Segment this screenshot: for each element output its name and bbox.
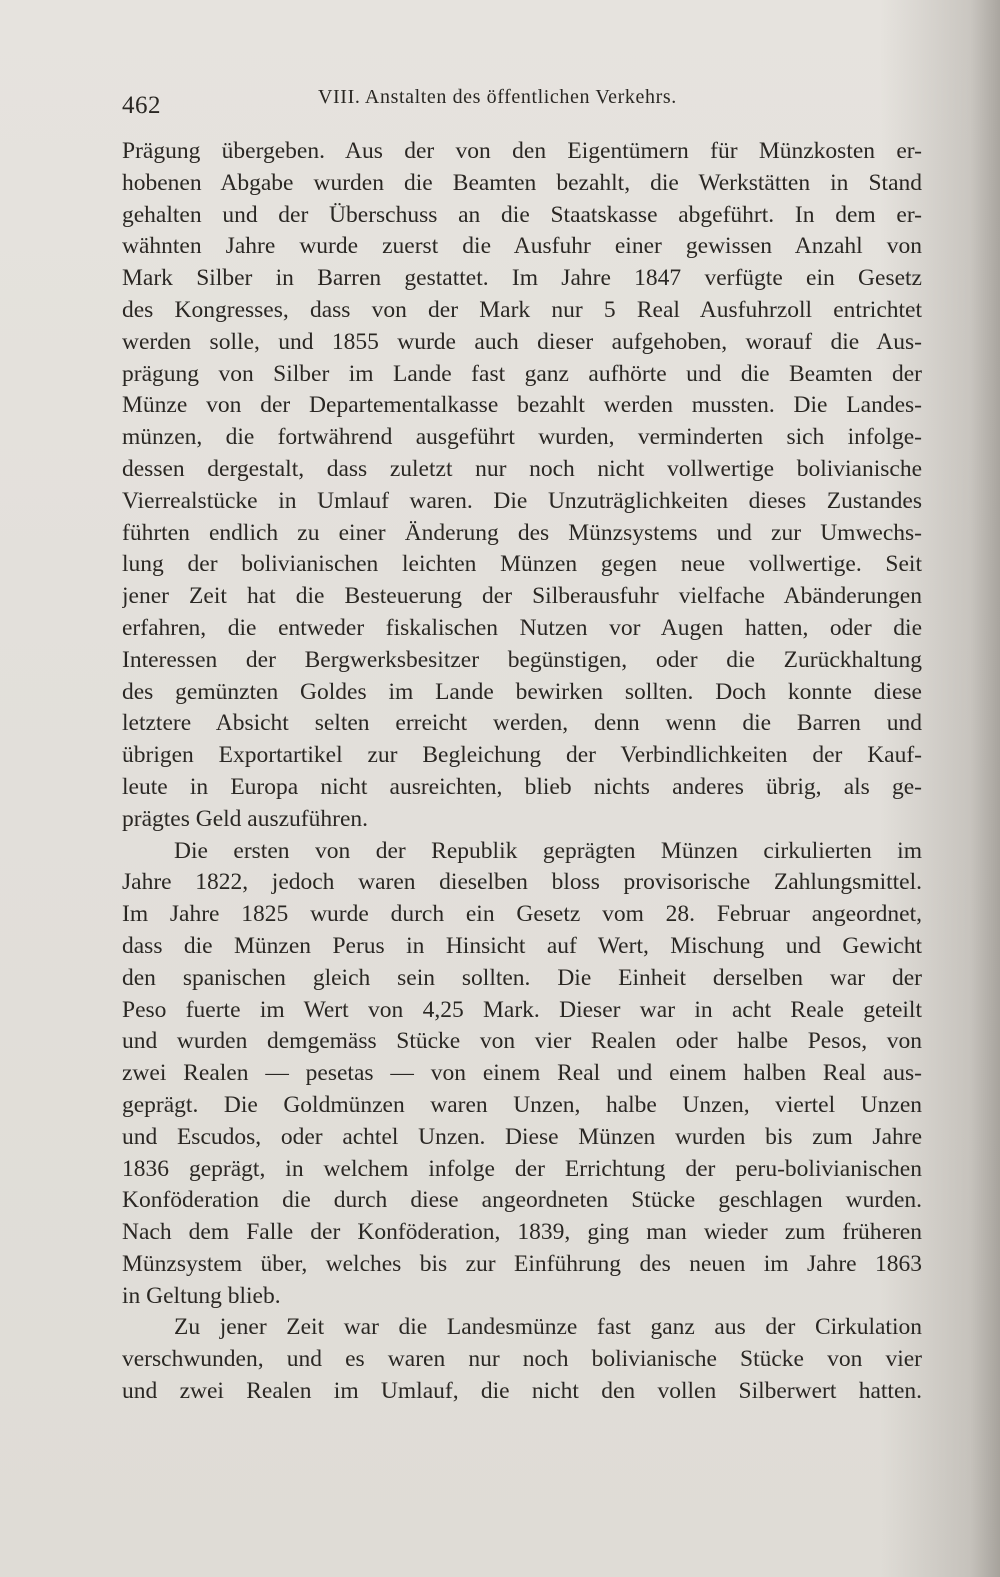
text-line: Die ersten von der Republik geprägten Münzen cirkulierten im	[174, 837, 922, 864]
page-number: 462	[122, 92, 161, 119]
text-line: Im Jahre 1825 wurde durch ein Gesetz vom 28. Februar angeordnet,	[122, 901, 922, 928]
text-line: leute in Europa nicht ausreichten, blieb nichts anderes übrig, als ge-	[122, 773, 922, 800]
text-line: Peso fuerte im Wert von 4,25 Mark. Dieser war in acht Reale geteilt	[122, 996, 922, 1023]
text-line: und Escudos, oder achtel Unzen. Diese Münzen wurden bis zum Jahre	[122, 1123, 922, 1150]
body-text	[122, 136, 922, 1408]
paragraph-2	[122, 836, 922, 1313]
text-line: und wurden demgemäss Stücke von vier Realen oder halbe Pesos, von	[122, 1028, 922, 1055]
text-line: lung der bolivianischen leichten Münzen gegen neue vollwertige. Seit	[122, 551, 922, 578]
text-line: prägtes Geld auszuführen.	[122, 805, 369, 832]
text-line: wähnten Jahre wurde zuerst die Ausfuhr einer gewissen Anzahl von	[122, 233, 922, 260]
text-line: erfahren, die entweder fiskalischen Nutzen vor Augen hatten, oder die	[122, 614, 922, 641]
running-head: VIII. Anstalten des öffentlichen Verkehrs.	[318, 86, 677, 108]
text-line: letztere Absicht selten erreicht werden, denn wenn die Barren und	[122, 710, 922, 737]
text-line: des gemünzten Goldes im Lande bewirken sollten. Doch konnte diese	[122, 678, 922, 705]
text-line: werden solle, und 1855 wurde auch dieser aufgehoben, worauf die Aus-	[122, 328, 922, 355]
text-line: Interessen der Bergwerksbesitzer begünstigen, oder die Zurückhaltung	[122, 646, 922, 673]
text-line: Münze von der Departementalkasse bezahlt werden mussten. Die Landes-	[122, 392, 922, 419]
text-line: Vierrealstücke in Umlauf waren. Die Unzuträglichkeiten dieses Zustandes	[122, 487, 922, 514]
paragraph-1	[122, 136, 922, 836]
text-line: Mark Silber in Barren gestattet. Im Jahre 1847 verfügte ein Gesetz	[122, 265, 922, 292]
page-header	[122, 84, 922, 124]
text-line: 1836 geprägt, in welchem infolge der Errichtung der peru-bolivianischen	[122, 1155, 922, 1182]
text-line: Zu jener Zeit war die Landesmünze fast ganz aus der Cirkulation	[174, 1314, 922, 1341]
text-line: verschwunden, und es waren nur noch bolivianische Stücke von vier	[122, 1346, 922, 1373]
text-line: dass die Münzen Perus in Hinsicht auf Wert, Mischung und Gewicht	[122, 932, 922, 959]
text-line: geprägt. Die Goldmünzen waren Unzen, halbe Unzen, viertel Unzen	[122, 1091, 922, 1118]
text-line: jener Zeit hat die Besteuerung der Silberausfuhr vielfache Abänderungen	[122, 583, 922, 610]
text-line: münzen, die fortwährend ausgeführt wurden, verminderten sich infolge-	[122, 424, 922, 451]
text-line: Jahre 1822, jedoch waren dieselben bloss provisorische Zahlungsmittel.	[122, 869, 922, 896]
paragraph-3	[122, 1312, 922, 1407]
text-line: Prägung übergeben. Aus der von den Eigentümern für Münzkosten er-	[122, 138, 922, 164]
text-line: dessen dergestalt, dass zuletzt nur noch nicht vollwertige bolivianische	[122, 455, 922, 482]
text-line: prägung von Silber im Lande fast ganz aufhörte und die Beamten der	[122, 360, 922, 387]
text-line: und zwei Realen im Umlauf, die nicht den vollen Silberwert hatten.	[122, 1378, 922, 1405]
text-line: Münzsystem über, welches bis zur Einführung des neuen im Jahre 1863	[122, 1250, 922, 1277]
text-line: Nach dem Falle der Konföderation, 1839, ging man wieder zum früheren	[122, 1219, 922, 1246]
text-line: Konföderation die durch diese angeordneten Stücke geschlagen wurden.	[122, 1187, 922, 1214]
text-line: des Kongresses, dass von der Mark nur 5 Real Ausfuhrzoll entrichtet	[122, 296, 922, 323]
text-line: in Geltung blieb.	[122, 1282, 281, 1309]
text-line: gehalten und der Überschuss an die Staatskasse abgeführt. In dem er-	[122, 201, 922, 228]
text-line: zwei Realen — pesetas — von einem Real und einem halben Real aus-	[122, 1060, 922, 1087]
text-line: hobenen Abgabe wurden die Beamten bezahlt, die Werkstätten in Stand	[122, 169, 922, 196]
text-line: übrigen Exportartikel zur Begleichung der Verbindlichkeiten der Kauf-	[122, 742, 922, 769]
text-line: führten endlich zu einer Änderung des Münzsystems und zur Umwechs-	[122, 519, 922, 546]
text-line: den spanischen gleich sein sollten. Die Einheit derselben war der	[122, 964, 922, 991]
